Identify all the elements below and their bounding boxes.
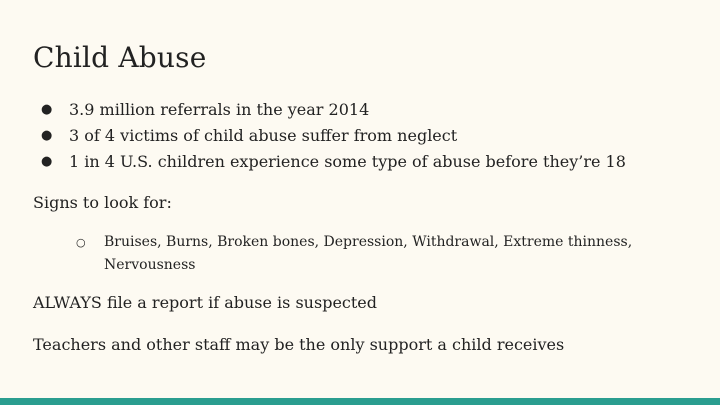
sub-bullet-circle-icon: ○ <box>76 236 86 249</box>
slide-title: Child Abuse <box>33 41 207 74</box>
list-item <box>33 123 626 149</box>
bullet-dot-icon: ● <box>41 154 53 169</box>
list-item <box>74 231 634 277</box>
signs-heading: Signs to look for: <box>33 193 172 212</box>
signs-list <box>74 231 634 277</box>
list-item <box>33 149 626 175</box>
teachers-support-text: Teachers and other staff may be the only support a child receives <box>33 335 565 354</box>
signs-text: Bruises, Burns, Broken bones, Depression, Withdrawal, Extreme thinness, Nervousness <box>104 234 633 273</box>
always-report-text: ALWAYS file a report if abuse is suspected <box>33 293 378 312</box>
accent-bottom-bar <box>0 398 720 405</box>
bullet-text: 3.9 million referrals in the year 2014 <box>69 100 370 119</box>
bullet-dot-icon: ● <box>41 128 53 143</box>
bullet-dot-icon: ● <box>41 102 53 117</box>
list-item <box>33 97 626 123</box>
stats-bullet-list <box>33 97 626 175</box>
bullet-text: 3 of 4 victims of child abuse suffer from neglect <box>69 126 458 145</box>
bullet-text: 1 in 4 U.S. children experience some type of abuse before they’re 18 <box>69 152 626 171</box>
